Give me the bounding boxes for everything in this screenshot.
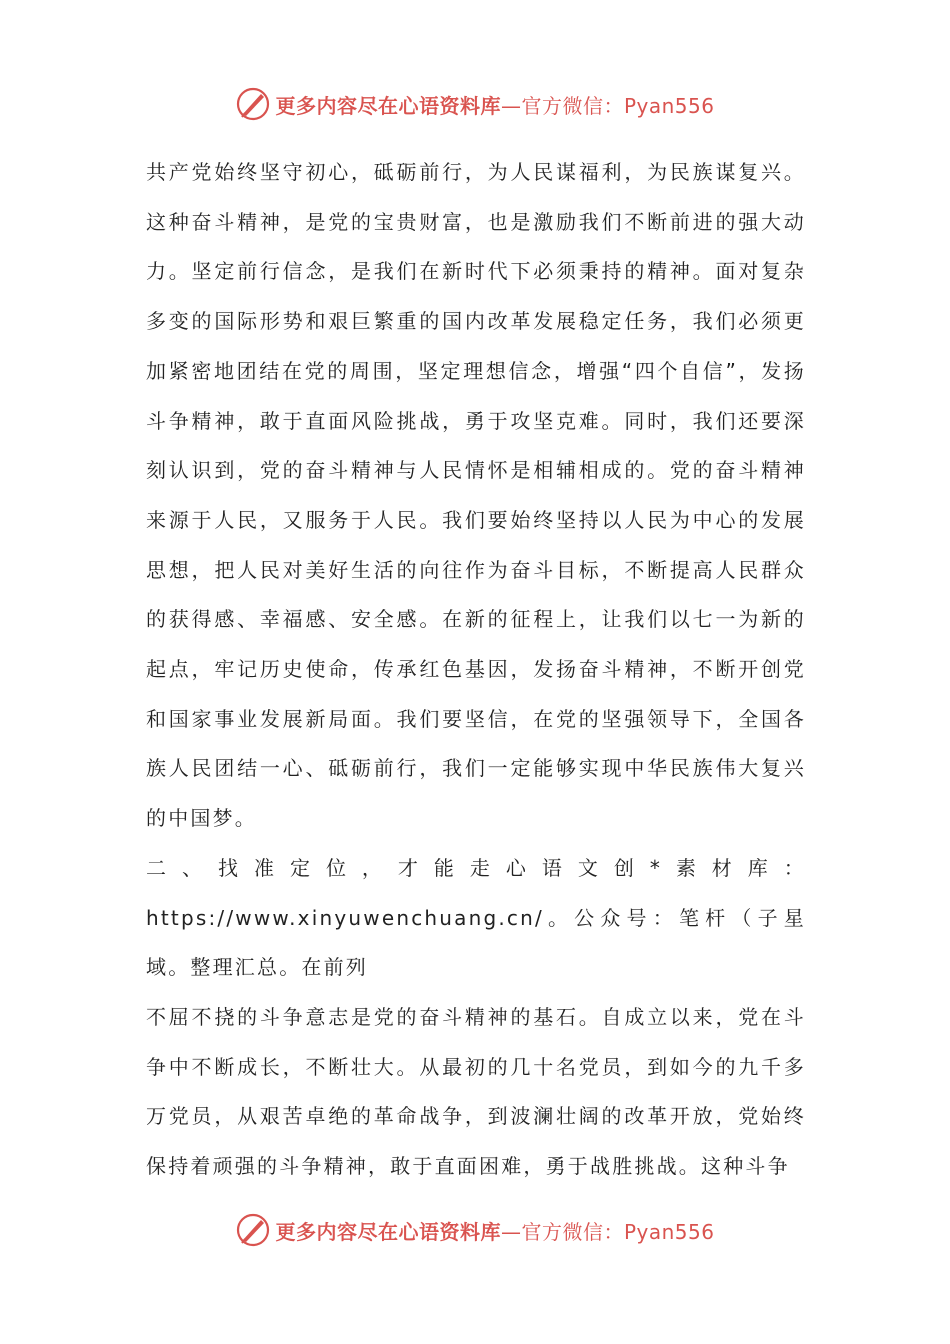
footer-banner-contact: —官方微信：Pyan556 xyxy=(500,1219,715,1244)
footer-banner xyxy=(0,1208,950,1252)
header-banner-contact: —官方微信：Pyan556 xyxy=(500,93,715,118)
document-body xyxy=(146,148,806,1192)
header-banner xyxy=(0,82,950,126)
paragraph-1: 共产党始终坚守初心，砥砺前行，为人民谋福利，为民族谋复兴。这种奋斗精神，是党的宝贵财富，也是激励我们不断前进的强大动力。坚定前行信念，是我们在新时代下必须秉持的精神。面对复杂多变的国际形势和艰巨繁重的国内改革发展稳定任务，我们必须更加紧密地团结在党的周围，坚定理想信念，增强“四个自信”，发扬斗争精神，敢于直面风险挑战，勇于攻坚克难。同时，我们还要深刻认识到，党的奋斗精神与人民情怀是相辅相成的。党的奋斗精神来源于人民，又服务于人民。我们要始终坚持以人民为中心的发展思想，把人民对美好生活的向往作为奋斗目标，不断提高人民群众的获得感、幸福感、安全感。在新的征程上，让我们以七一为新的起点，牢记历史使命，传承红色基因，发扬奋斗精神，不断开创党和国家事业发展新局面。我们要坚信，在党的坚强领导下，全国各族人民团结一心、砥砺前行，我们一定能够实现中华民族伟大复兴的中国梦。 xyxy=(146,160,806,831)
footer-banner-text: 更多内容尽在心语资料库 xyxy=(275,1219,501,1244)
pen-quill-logo-icon xyxy=(235,86,271,122)
header-banner-text: 更多内容尽在心语资料库 xyxy=(275,93,501,118)
section-heading: 二、找准定位，才能走心语文创*素材库：https://www.xinyuwenchuang.cn/。公众号：笔杆（子星域。整理汇总。在前列 xyxy=(146,855,806,980)
pen-quill-logo-icon xyxy=(235,1212,271,1248)
paragraph-2: 不屈不挠的斗争意志是党的奋斗精神的基石。自成立以来，党在斗争中不断成长，不断壮大。从最初的几十名党员，到如今的九千多万党员，从艰苦卓绝的革命战争，到波澜壮阔的改革开放，党始终保持着顽强的斗争精神，敢于直面困难，勇于战胜挑战。这种斗争 xyxy=(146,1004,806,1179)
